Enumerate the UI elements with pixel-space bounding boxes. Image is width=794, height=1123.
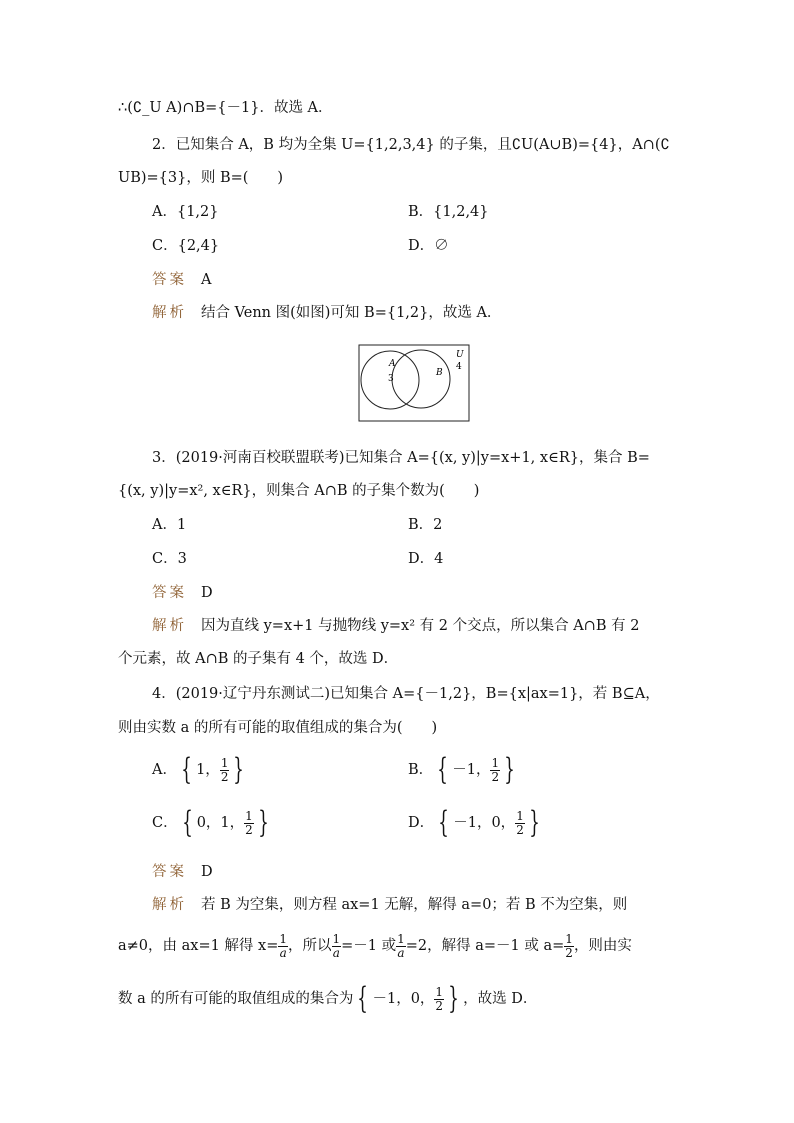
venn-label-b: B	[436, 368, 443, 378]
q2-stem-line1: 2．已知集合 A，B 均为全集 U={1,2,3,4} 的子集，且∁U(A∪B)={4}，A∩(∁	[152, 137, 670, 153]
option-values: 0，1，	[196, 815, 245, 831]
analysis-label: 解析	[152, 897, 187, 913]
q4-analysis-line1	[152, 895, 627, 915]
q4-analysis-line3	[118, 983, 537, 1015]
answer-value: A	[201, 272, 212, 288]
option-values: －1，	[452, 762, 491, 778]
set-b-circle	[392, 350, 450, 408]
right-brace: }	[529, 805, 540, 840]
analysis-segment: a≠0，由 ax=1 解得 x=	[118, 938, 279, 954]
venn-num-3: 3	[388, 374, 394, 384]
fraction: $\frac{1}{2}$	[245, 808, 253, 837]
q3-answer	[152, 583, 213, 603]
left-brace: {	[437, 752, 448, 787]
analysis-segment: 数 a 的所有可能的取值组成的集合为	[118, 991, 354, 1007]
venn-label-a: A	[389, 359, 396, 369]
right-brace: }	[233, 752, 245, 787]
left-brace: {	[181, 805, 193, 840]
option-letter: B．	[408, 762, 434, 778]
fraction: $\frac{1}{2}$	[220, 755, 229, 784]
left-brace: {	[438, 805, 449, 840]
universal-set-box	[359, 345, 469, 421]
analysis-segment: ，故选 D．	[463, 991, 538, 1007]
q3-analysis-line2: 个元素，故 A∩B 的子集有 4 个，故选 D．	[118, 651, 399, 667]
analysis-text: 因为直线 y=x+1 与抛物线 y=x² 有 2 个交点，所以集合 A∩B 有 2	[201, 618, 640, 634]
q2-analysis	[152, 303, 501, 323]
q4-option-c	[152, 807, 273, 839]
analysis-text: 若 B 为空集，则方程 ax=1 无解，解得 a=0；若 B 不为空集，则	[201, 897, 628, 913]
q3-option-a: A．1	[152, 517, 187, 533]
q3-option-b: B．2	[408, 517, 443, 533]
fraction: $\frac{1}{2}$	[491, 755, 500, 784]
option-letter: C．	[152, 815, 178, 831]
right-brace: }	[258, 805, 269, 840]
analysis-segment: ，则由实	[573, 938, 632, 954]
q4-option-a	[152, 754, 249, 786]
q4-option-b	[408, 754, 519, 786]
venn-diagram	[358, 344, 470, 422]
fraction-1-over-a: $\frac{1}{a}$	[332, 931, 341, 960]
q2-option-d: D．∅	[408, 238, 449, 254]
analysis-text: 结合 Venn 图(如图)可知 B={1,2}，故选 A．	[201, 305, 502, 321]
fraction-1-over-2: $\frac{1}{2}$	[565, 931, 573, 960]
fraction-1-over-a: $\frac{1}{a}$	[279, 931, 288, 960]
fraction-1-over-a: $\frac{1}{a}$	[397, 931, 405, 960]
q4-option-d	[408, 807, 544, 839]
right-brace: }	[504, 752, 515, 787]
left-brace: {	[181, 752, 192, 787]
venn-num-4: 4	[456, 362, 462, 372]
q3-stem-line1: 3．(2019·河南百校联盟联考)已知集合 A={(x, y)|y=x+1, x∈R}，集合 B=	[152, 450, 650, 466]
q2-answer	[152, 270, 211, 290]
fraction: $\frac{1}{2}$	[516, 808, 524, 837]
analysis-segment: ，所以	[288, 938, 332, 954]
prev-conclusion: ∴(∁_U A)∩B={－1}．故选 A．	[118, 100, 333, 116]
answer-label: 答案	[152, 864, 187, 880]
answer-value: D	[201, 864, 213, 880]
q4-stem-line2: 则由实数 a 的所有可能的取值组成的集合为( )	[118, 720, 438, 736]
q4-analysis-line2	[118, 930, 632, 962]
q3-stem-line2: {(x, y)|y=x², x∈R}，则集合 A∩B 的子集个数为( )	[118, 483, 480, 499]
analysis-segment: =－1 或	[341, 938, 397, 954]
q4-answer	[152, 862, 213, 882]
left-brace: {	[357, 981, 369, 1016]
q2-stem-line2: UB)={3}，则 B=( )	[118, 170, 284, 186]
answer-label: 答案	[152, 585, 187, 601]
option-values: －1，0，	[453, 815, 516, 831]
q4-stem-line1: 4．(2019·辽宁丹东测试二)已知集合 A={－1,2}，B={x|ax=1}，若 B⊆A，	[152, 686, 660, 702]
right-brace: }	[448, 981, 459, 1016]
analysis-label: 解析	[152, 305, 187, 321]
option-letter: A．	[152, 762, 177, 778]
option-values: 1，	[196, 762, 220, 778]
q3-option-c: C．3	[152, 551, 187, 567]
answer-value: D	[201, 585, 213, 601]
option-letter: D．	[408, 815, 435, 831]
analysis-label: 解析	[152, 618, 187, 634]
q3-option-d: D．4	[408, 551, 444, 567]
q2-option-b: B．{1,2,4}	[408, 204, 489, 220]
q2-option-c: C．{2,4}	[152, 238, 220, 254]
answer-label: 答案	[152, 272, 187, 288]
set-values: －1，0，	[372, 991, 435, 1007]
venn-label-u: U	[456, 350, 464, 360]
q2-option-a: A．{1,2}	[152, 204, 219, 220]
fraction-1-over-2: $\frac{1}{2}$	[435, 984, 444, 1013]
analysis-segment: =2，解得 a=－1 或 a=	[405, 938, 565, 954]
q3-analysis-line1	[152, 616, 639, 636]
